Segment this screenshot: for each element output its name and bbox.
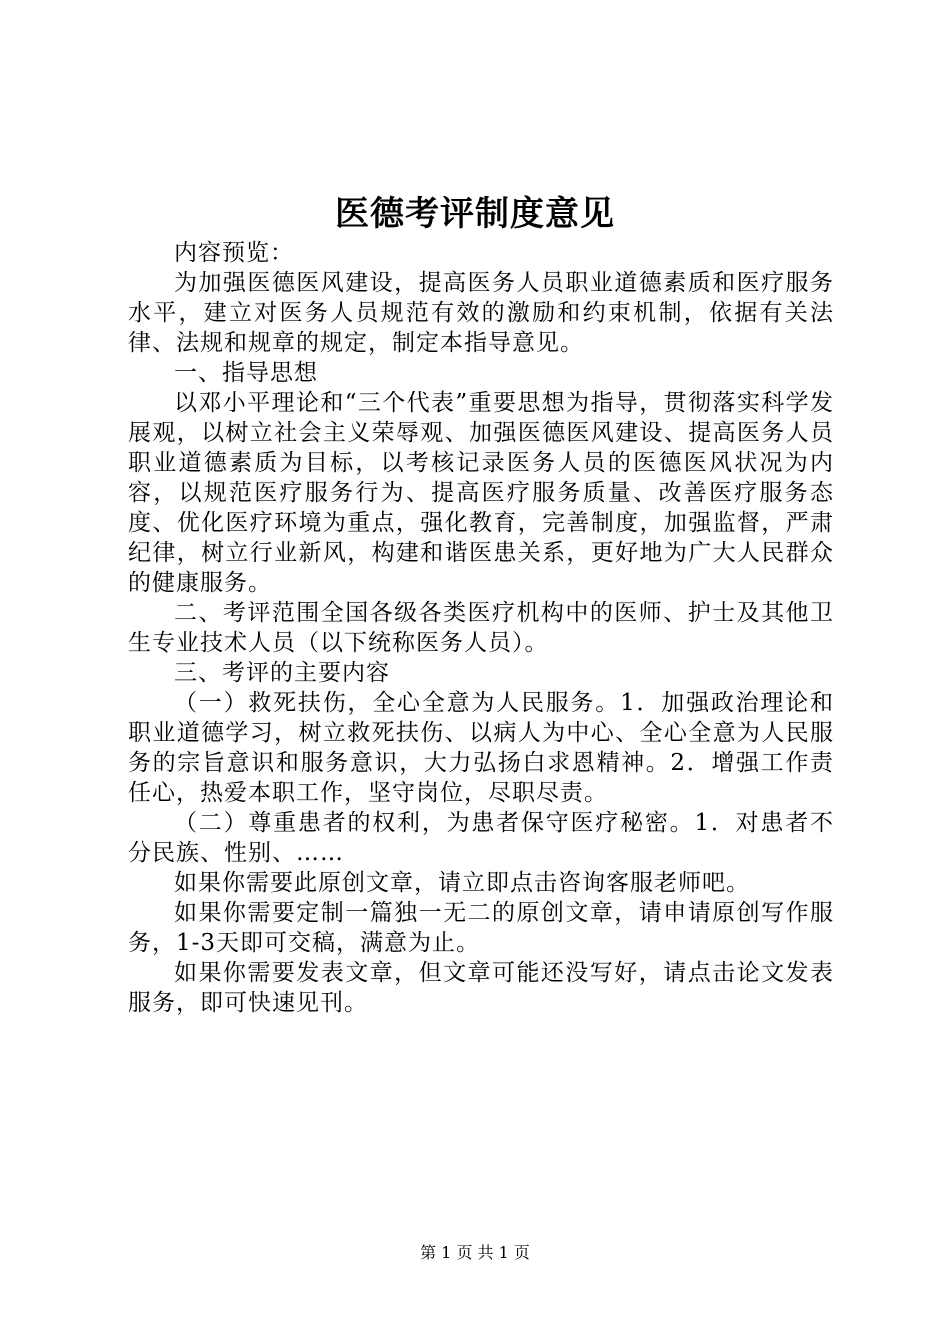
section-heading-main-content: 三、考评的主要内容 (174, 660, 390, 686)
preview-label: 内容预览： (174, 240, 294, 266)
promo-consult-link[interactable]: 如果你需要此原创文章，请立即点击咨询客服老师吧。 (174, 870, 750, 896)
content-item-one: （一）救死扶伤，全心全意为人民服务。1．加强政治理论和职业道德学习，树立救死扶伤、以病人为中心、全心全意为人民服务的宗旨意识和服务意识，大力弘扬白求恩精神。2．增强工作责任心，热爱本职工作，坚守岗位，尽职尽责。 (128, 690, 834, 806)
document-body (128, 238, 834, 1018)
promo-custom-writing-link[interactable]: 如果你需要定制一篇独一无二的原创文章，请申请原创写作服务，1-3天即可交稿，满意为止。 (128, 900, 834, 956)
document-title: 医德考评制度意见 (335, 194, 615, 234)
section-heading-guiding-thought: 一、指导思想 (174, 360, 318, 386)
promo-publish-link[interactable]: 如果你需要发表文章，但文章可能还没写好，请点击论文发表服务，即可快速见刊。 (128, 960, 834, 1016)
page-number: 第 1 页 共 1 页 (420, 1243, 530, 1262)
evaluation-scope-paragraph: 二、考评范围全国各级各类医疗机构中的医师、护士及其他卫生专业技术人员（以下统称医务人员）。 (128, 600, 834, 656)
content-item-two: （二）尊重患者的权利，为患者保守医疗秘密。1．对患者不分民族、性别、…… (128, 810, 834, 866)
intro-paragraph: 为加强医德医风建设，提高医务人员职业道德素质和医疗服务水平，建立对医务人员规范有效的激励和约束机制，依据有关法律、法规和规章的规定，制定本指导意见。 (128, 270, 834, 356)
guiding-thought-paragraph: 以邓小平理论和“三个代表”重要思想为指导，贯彻落实科学发展观，以树立社会主义荣辱观、加强医德医风建设、提高医务人员职业道德素质为目标，以考核记录医务人员的医德医风状况为内容，以规范医疗服务行为、提高医疗服务质量、改善医疗服务态度、优化医疗环境为重点，强化教育，完善制度，加强监督，严肃纪律，树立行业新风，构建和谐医患关系，更好地为广大人民群众的健康服务。 (128, 390, 834, 596)
